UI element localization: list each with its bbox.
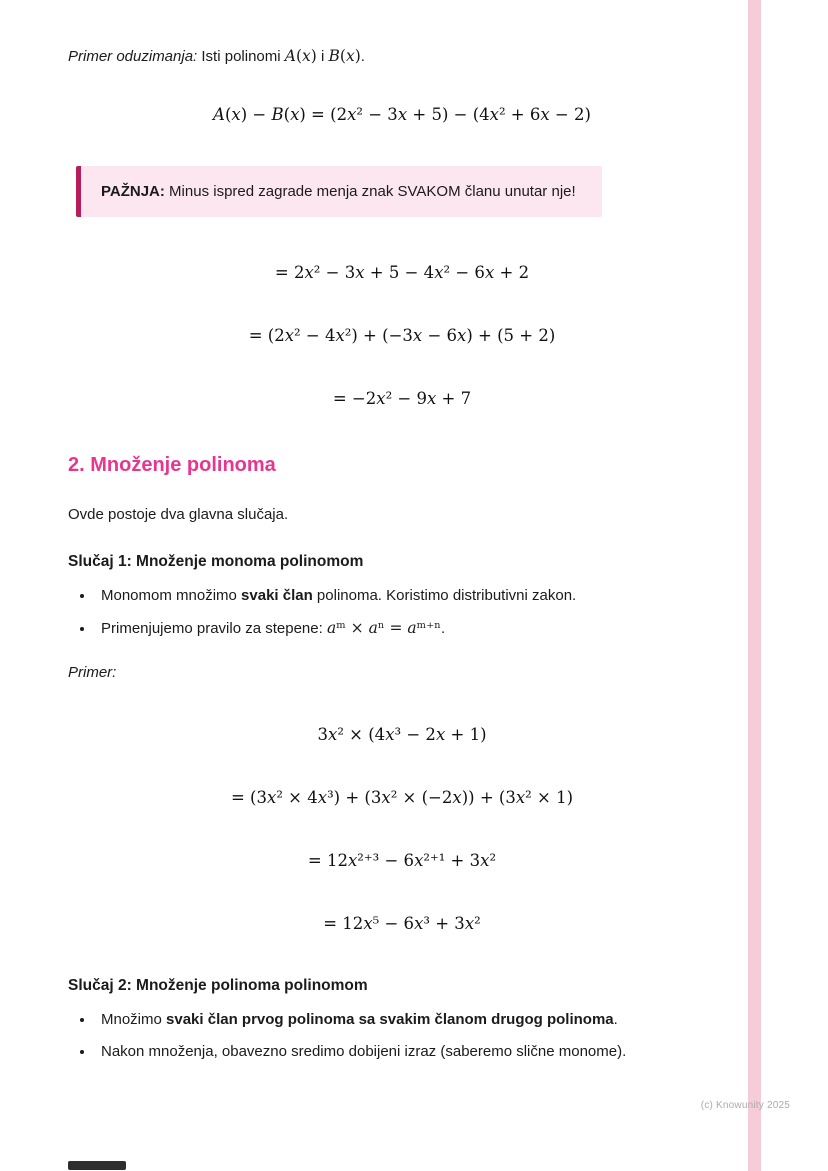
case1-bullet-list [68, 581, 736, 644]
text-run: Primenjujemo pravilo za stepene: [101, 620, 327, 637]
formula-multiplication-step-1: = (3x² × 4x³) + (3x² × (−2x)) + (3x² × 1) [230, 788, 574, 807]
text-run: Nakon množenja, obavezno sredimo dobijeni izraz (saberemo slične monome). [101, 1043, 627, 1060]
case1-heading: Slučaj 1: Množenje monoma polinomom [68, 553, 364, 570]
callout-label: PAŽNJA: [101, 183, 165, 200]
list-item [95, 1037, 675, 1067]
section-heading-multiplication: 2. Množenje polinoma [68, 454, 276, 476]
section-subtitle: Ovde postoje dva glavna slučaja. [68, 506, 289, 523]
list-item [95, 1005, 675, 1035]
intro-text-1: Isti polinomi [197, 48, 285, 65]
bold-run: svaki član prvog polinoma sa svakim članom drugog polinoma [166, 1011, 614, 1028]
text-run: . [441, 620, 446, 637]
callout-text: Minus ispred zagrade menja znak SVAKOM članu unutar nje! [164, 183, 576, 200]
formula-multiplication-result: = 12x⁵ − 6x³ + 3x² [323, 914, 481, 933]
formula-subtraction-step-2: = (2x² − 4x²) + (−3x − 6x) + (5 + 2) [248, 326, 556, 345]
formula-subtraction-setup: A(x) − B(x) = (2x² − 3x + 5) − (4x² + 6x − 2) [213, 105, 591, 124]
text-run: Monomom množimo [101, 587, 242, 604]
formula-subtraction-step-1: = 2x² − 3x + 5 − 4x² − 6x + 2 [274, 263, 530, 282]
intro-lead-italic: Primer oduzimanja: [68, 48, 198, 65]
text-run: Množimo [101, 1011, 167, 1028]
math-inline-a-of-x: A(x) [284, 47, 317, 65]
clipped-bottom-text-fragment [68, 1161, 126, 1170]
math-inline-b-of-x: B(x) [328, 47, 361, 65]
formula-subtraction-result: = −2x² − 9x + 7 [332, 389, 472, 408]
intro-line [68, 44, 736, 69]
math-inline-exponent-rule: aᵐ × aⁿ = aᵐ⁺ⁿ [326, 619, 442, 637]
text-run: . [613, 1011, 618, 1028]
list-item [95, 613, 675, 644]
intro-text-3: . [360, 48, 365, 65]
case2-heading: Slučaj 2: Množenje polinoma polinomom [68, 977, 368, 994]
list-item [95, 581, 675, 611]
example-label: Primer: [68, 664, 117, 681]
watermark: (c) Knowunity 2025 [700, 1100, 790, 1111]
bold-run: svaki član [241, 587, 313, 604]
formula-multiplication-step-2: = 12x²⁺³ − 6x²⁺¹ + 3x² [307, 851, 497, 870]
warning-callout [76, 166, 602, 217]
text-run: polinoma. Koristimo distributivni zakon. [312, 587, 577, 604]
intro-text-2: i [316, 48, 329, 65]
case2-bullet-list [68, 1005, 736, 1067]
formula-multiplication-setup: 3x² × (4x³ − 2x + 1) [317, 725, 487, 744]
